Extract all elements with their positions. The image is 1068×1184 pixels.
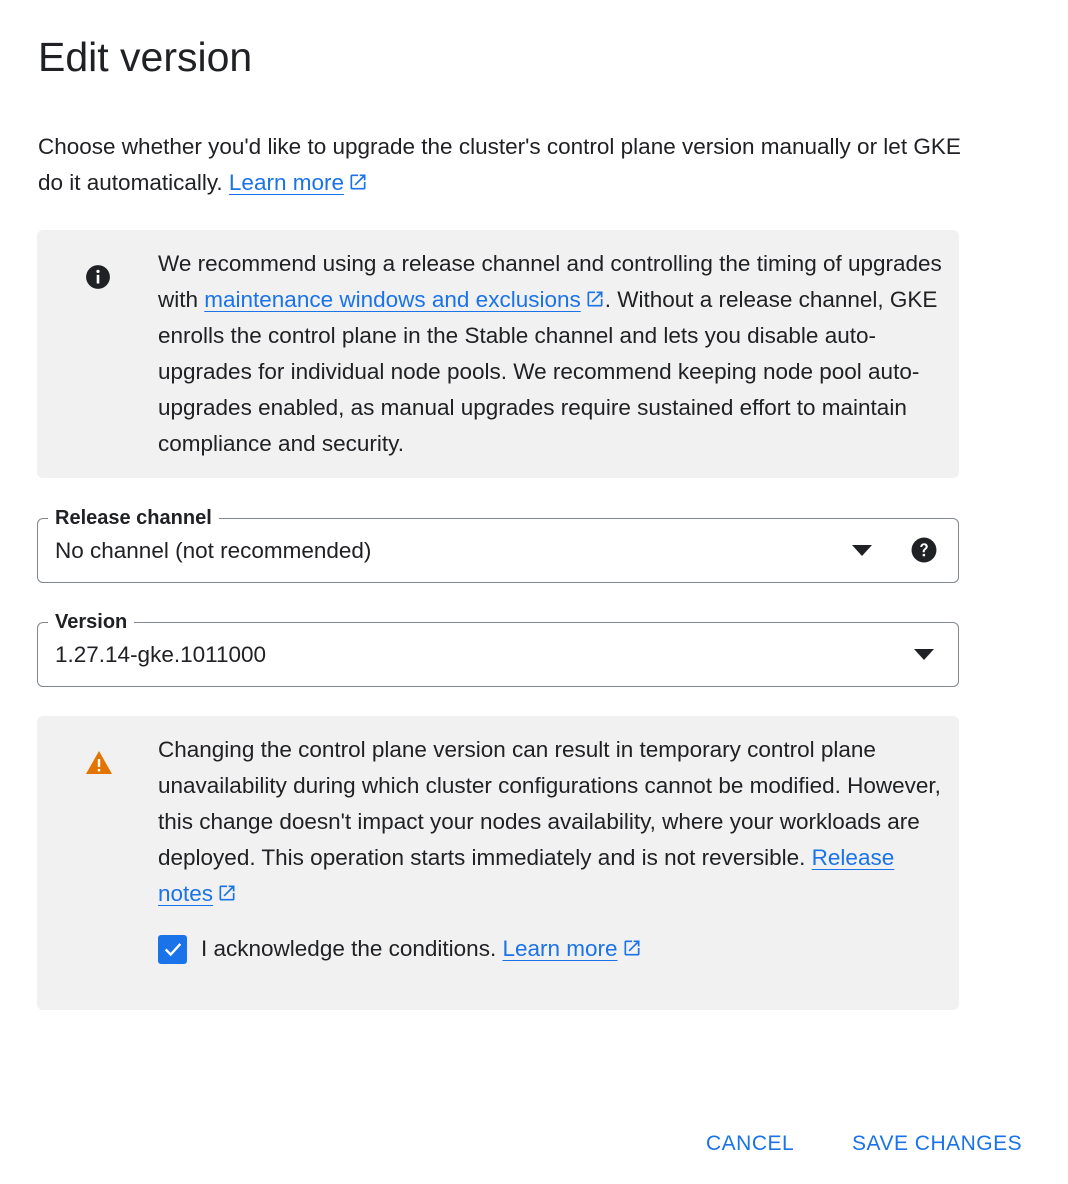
release-channel-label: Release channel: [48, 505, 219, 531]
warning-icon: [85, 750, 113, 776]
external-link-icon[interactable]: [348, 172, 368, 192]
external-link-icon[interactable]: [622, 938, 642, 958]
dropdown-arrow-icon[interactable]: [914, 649, 934, 661]
intro-text-body: Choose whether you'd like to upgrade the cluster's control plane version manually or let GKE do it automatically.: [38, 134, 961, 195]
release-channel-value: No channel (not recommended): [55, 538, 372, 563]
maintenance-windows-link[interactable]: maintenance windows and exclusions: [204, 287, 581, 312]
ack-learn-more-link[interactable]: Learn more: [502, 936, 618, 961]
acknowledge-row: [158, 932, 642, 966]
acknowledge-text: [201, 932, 642, 966]
warning-note-text: [158, 732, 948, 912]
cancel-button[interactable]: CANCEL: [706, 1126, 794, 1162]
dropdown-arrow-icon[interactable]: [852, 545, 872, 557]
intro-text: [38, 129, 968, 201]
external-link-icon[interactable]: [217, 883, 237, 903]
info-note-text-after: . Without a release channel, GKE enrolls the control plane in the Stable channel and lets you disable auto-upgrades for individual node pools. We recommend keeping node pool auto-upgrades enabled, as manual upgrades require sustained effort to maintain compliance and security.: [158, 287, 938, 456]
version-value: 1.27.14-gke.1011000: [55, 642, 267, 667]
help-icon[interactable]: [911, 537, 937, 563]
version-select[interactable]: [37, 611, 959, 687]
release-channel-select[interactable]: [37, 507, 959, 583]
info-icon: [85, 264, 111, 290]
acknowledge-checkbox[interactable]: [158, 935, 187, 964]
acknowledge-label[interactable]: I acknowledge the conditions.: [201, 936, 503, 961]
save-changes-button[interactable]: SAVE CHANGES: [852, 1126, 1022, 1162]
checkmark-icon: [162, 938, 184, 960]
external-link-icon[interactable]: [585, 289, 605, 309]
version-label: Version: [48, 609, 134, 635]
intro-learn-more-link[interactable]: Learn more: [228, 170, 344, 195]
release-notes-link[interactable]: Release notes: [158, 845, 895, 906]
warning-note-text-body: Changing the control plane version can result in temporary control plane unavailability during which cluster configurations cannot be modified. However, this change doesn't impact your nodes availability, where your workloads are deployed. This operation starts immediately and is not reversible.: [158, 737, 941, 870]
dialog-title: Edit version: [38, 34, 253, 80]
info-note-text: [158, 246, 948, 462]
info-note-text-before: We recommend using a release channel and controlling the timing of upgrades with: [158, 251, 942, 312]
